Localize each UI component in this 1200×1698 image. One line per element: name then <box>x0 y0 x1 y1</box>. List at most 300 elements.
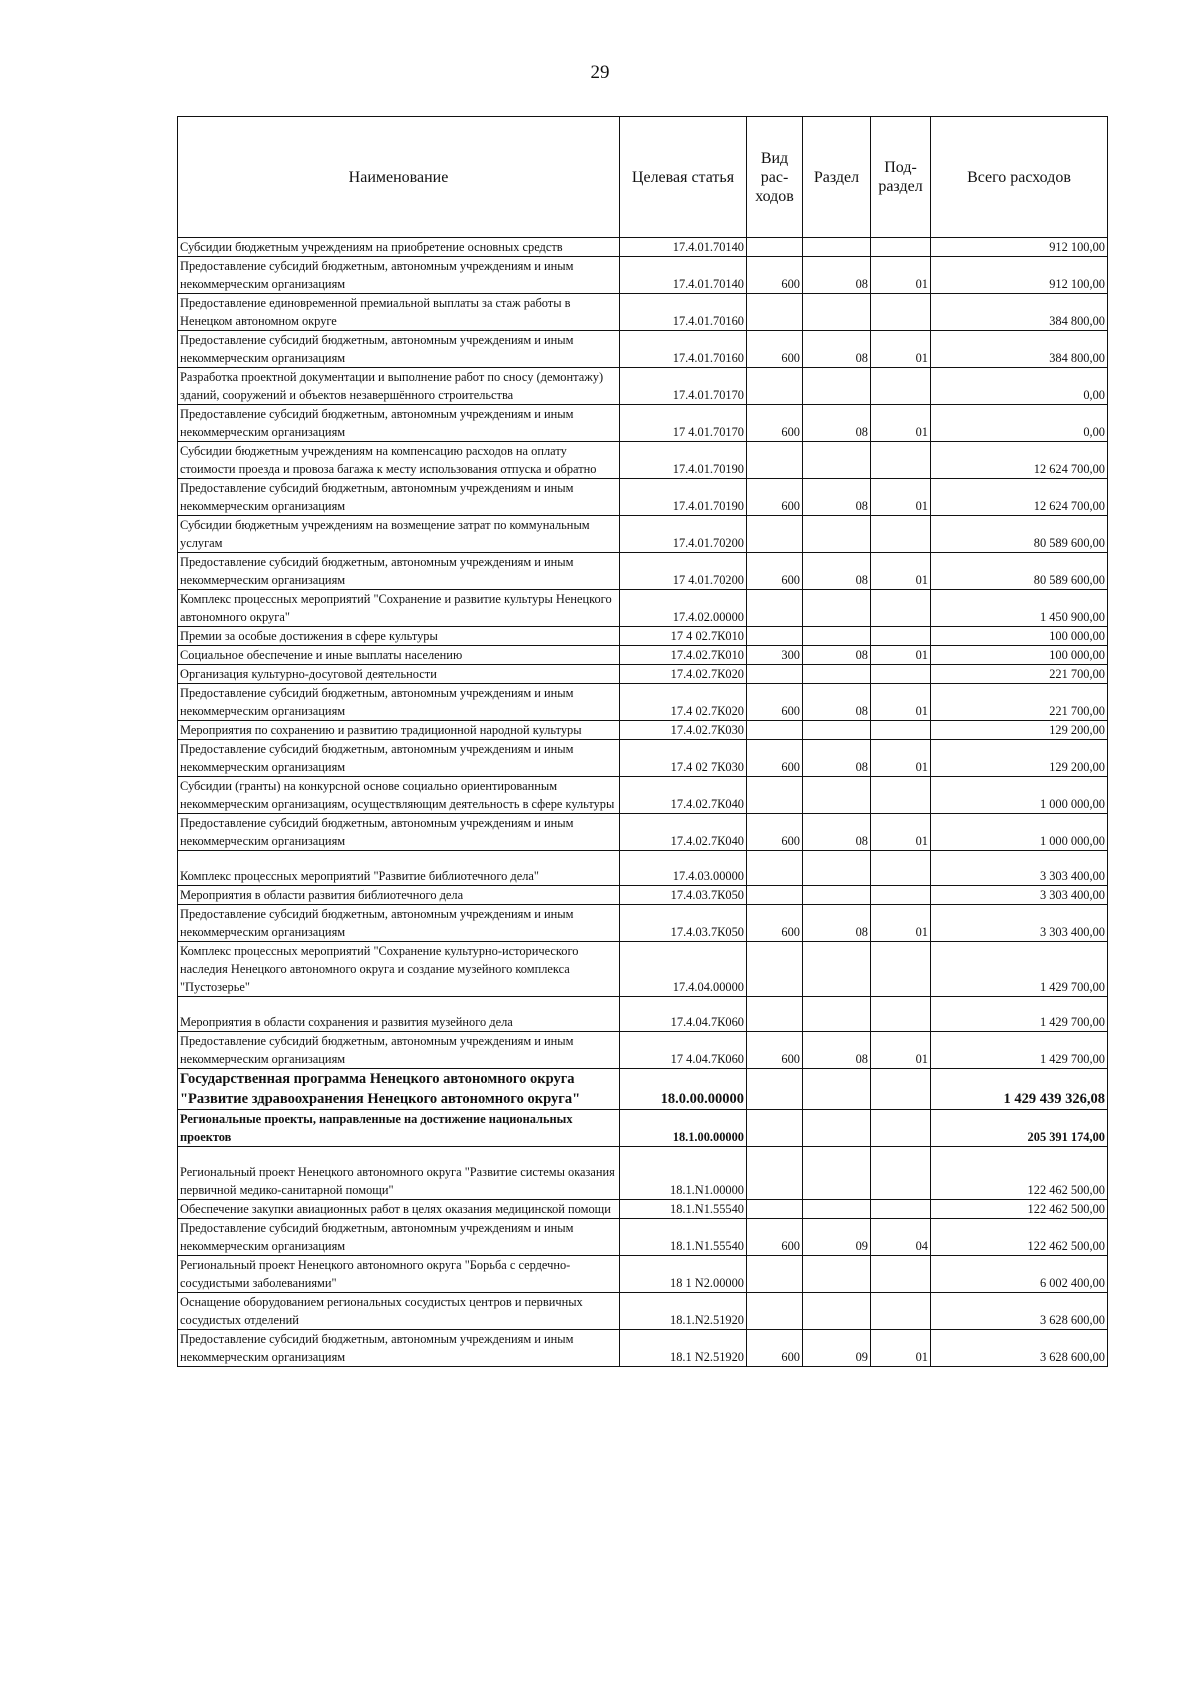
cell-target-article <box>620 257 747 294</box>
cell-section-text: 08 <box>855 425 868 439</box>
cell-section <box>803 1147 871 1200</box>
cell-expense-type <box>747 368 803 405</box>
cell-subsection <box>871 1256 931 1293</box>
cell-subsection <box>871 238 931 257</box>
cell-subsection <box>871 368 931 405</box>
cell-target-article-text: 17.4.03.00000 <box>672 869 744 883</box>
table-row <box>178 1256 1108 1293</box>
cell-total <box>931 942 1108 997</box>
cell-name-text: Субсидии бюджетным учреждениям на приобретение основных средств <box>180 240 563 254</box>
cell-subsection <box>871 1330 931 1367</box>
cell-name <box>178 1110 620 1147</box>
cell-target-article <box>620 905 747 942</box>
cell-section <box>803 851 871 886</box>
header-subsection: Под- раздел <box>871 117 931 238</box>
cell-subsection <box>871 1032 931 1069</box>
cell-expense-type-text: 600 <box>781 573 800 587</box>
cell-subsection <box>871 1293 931 1330</box>
cell-section-text: 08 <box>855 834 868 848</box>
cell-expense-type-text: 600 <box>781 425 800 439</box>
cell-total <box>931 1200 1108 1219</box>
cell-expense-type <box>747 1200 803 1219</box>
cell-name-text: Комплекс процессных мероприятий "Сохранение культурно-исторического наследия Ненецкого автономного округа и создание музейного комплекса "Пустозерье" <box>180 944 579 994</box>
header-name: Наименование <box>178 117 620 238</box>
cell-target-article-text: 18 1 N2.00000 <box>670 1276 744 1290</box>
cell-name-text: Разработка проектной документации и выполнение работ по сносу (демонтажу) зданий, сооружений и объектов незавершённого строительства <box>180 370 604 402</box>
cell-expense-type <box>747 886 803 905</box>
table-row <box>178 886 1108 905</box>
cell-expense-type <box>747 646 803 665</box>
cell-target-article-text: 17.4.02.7К030 <box>670 723 744 737</box>
cell-target-article <box>620 442 747 479</box>
cell-subsection-text: 04 <box>915 1239 928 1253</box>
cell-name-text: Предоставление единовременной премиальной выплаты за стаж работы в Ненецком автономном округе <box>180 296 571 328</box>
cell-name <box>178 1032 620 1069</box>
cell-total <box>931 1219 1108 1256</box>
cell-target-article <box>620 942 747 997</box>
table-row <box>178 1147 1108 1200</box>
cell-section <box>803 942 871 997</box>
cell-name <box>178 997 620 1032</box>
cell-target-article <box>620 1069 747 1110</box>
cell-expense-type <box>747 997 803 1032</box>
cell-target-article-text: 18.1.N1.00000 <box>670 1183 744 1197</box>
cell-section <box>803 442 871 479</box>
cell-name-text: Мероприятия в области развития библиотечного дела <box>180 888 464 902</box>
cell-name-text: Комплекс процессных мероприятий "Развитие библиотечного дела" <box>180 869 539 883</box>
cell-subsection <box>871 721 931 740</box>
header-target-article: Целевая статья <box>620 117 747 238</box>
cell-total <box>931 257 1108 294</box>
cell-total-text: 3 628 600,00 <box>1039 1350 1105 1364</box>
cell-total <box>931 851 1108 886</box>
cell-total-text: 912 100,00 <box>1049 277 1105 291</box>
cell-section <box>803 516 871 553</box>
cell-target-article-text: 17.4.01.70200 <box>672 536 744 550</box>
cell-total <box>931 405 1108 442</box>
cell-name <box>178 1293 620 1330</box>
cell-section-text: 09 <box>855 1350 868 1364</box>
cell-total-text: 122 462 500,00 <box>1027 1183 1105 1197</box>
cell-expense-type-text: 600 <box>781 834 800 848</box>
cell-total-text: 100 000,00 <box>1049 629 1105 643</box>
budget-table <box>177 116 1108 1367</box>
cell-expense-type-text: 600 <box>781 760 800 774</box>
cell-target-article <box>620 1032 747 1069</box>
cell-target-article-text: 17.4 02 7К030 <box>670 760 744 774</box>
cell-name-text: Предоставление субсидий бюджетным, автономным учреждениям и иным некоммерческим организациям <box>180 686 574 718</box>
cell-expense-type <box>747 721 803 740</box>
cell-name <box>178 368 620 405</box>
cell-total-text: 1 429 700,00 <box>1039 980 1105 994</box>
cell-name-text: Региональный проект Ненецкого автономного округа "Развитие системы оказания первичной медико-санитарной помощи" <box>180 1165 615 1197</box>
cell-expense-type-text: 600 <box>781 1350 800 1364</box>
header-total: Всего расходов <box>931 117 1108 238</box>
cell-subsection-text: 01 <box>915 760 928 774</box>
cell-total <box>931 721 1108 740</box>
cell-section <box>803 368 871 405</box>
cell-target-article <box>620 777 747 814</box>
cell-section-text: 08 <box>855 277 868 291</box>
cell-section-text: 08 <box>855 499 868 513</box>
cell-total <box>931 740 1108 777</box>
cell-name-text: Предоставление субсидий бюджетным, автономным учреждениям и иным некоммерческим организациям <box>180 1034 574 1066</box>
cell-target-article <box>620 368 747 405</box>
cell-total-text: 6 002 400,00 <box>1039 1276 1105 1290</box>
cell-section <box>803 1256 871 1293</box>
cell-subsection <box>871 684 931 721</box>
cell-section <box>803 721 871 740</box>
cell-section-text: 08 <box>855 925 868 939</box>
cell-subsection-text: 01 <box>915 351 928 365</box>
cell-subsection <box>871 777 931 814</box>
cell-expense-type-text: 600 <box>781 1239 800 1253</box>
cell-target-article <box>620 1330 747 1367</box>
cell-expense-type <box>747 442 803 479</box>
cell-subsection <box>871 405 931 442</box>
cell-total <box>931 238 1108 257</box>
cell-target-article <box>620 684 747 721</box>
table-row <box>178 405 1108 442</box>
cell-expense-type-text: 600 <box>781 499 800 513</box>
table-row <box>178 665 1108 684</box>
cell-section <box>803 627 871 646</box>
cell-name <box>178 740 620 777</box>
cell-target-article-text: 17.4.01.70140 <box>672 240 744 254</box>
cell-subsection <box>871 997 931 1032</box>
cell-target-article-text: 18.1.00.00000 <box>672 1130 744 1144</box>
cell-name <box>178 294 620 331</box>
header-expense-type: Вид рас- ходов <box>747 117 803 238</box>
cell-target-article-text: 17.4.04.7К060 <box>670 1015 744 1029</box>
cell-target-article-text: 17.4.02.7К020 <box>670 667 744 681</box>
cell-name-text: Региональный проект Ненецкого автономного округа "Борьба с сердечно-сосудистыми заболеваниями" <box>180 1258 571 1290</box>
cell-subsection <box>871 740 931 777</box>
table-header-row <box>178 117 1108 238</box>
cell-expense-type <box>747 814 803 851</box>
cell-total-text: 221 700,00 <box>1049 704 1105 718</box>
cell-target-article <box>620 1219 747 1256</box>
cell-section-text: 08 <box>855 573 868 587</box>
table-row <box>178 1069 1108 1110</box>
table-row <box>178 442 1108 479</box>
cell-target-article <box>620 331 747 368</box>
cell-name <box>178 1219 620 1256</box>
cell-target-article <box>620 997 747 1032</box>
table-row <box>178 294 1108 331</box>
cell-total-text: 80 589 600,00 <box>1033 536 1105 550</box>
cell-target-article <box>620 1293 747 1330</box>
cell-expense-type-text: 600 <box>781 351 800 365</box>
table-row <box>178 646 1108 665</box>
cell-section <box>803 997 871 1032</box>
cell-name <box>178 553 620 590</box>
cell-expense-type <box>747 331 803 368</box>
cell-target-article <box>620 721 747 740</box>
cell-subsection <box>871 294 931 331</box>
cell-target-article-text: 17.4.03.7К050 <box>670 925 744 939</box>
cell-expense-type <box>747 777 803 814</box>
cell-total-text: 1 000 000,00 <box>1039 797 1105 811</box>
cell-name <box>178 1147 620 1200</box>
cell-name <box>178 590 620 627</box>
cell-expense-type-text: 600 <box>781 277 800 291</box>
cell-expense-type <box>747 1110 803 1147</box>
cell-total-text: 122 462 500,00 <box>1027 1202 1105 1216</box>
table-row <box>178 1200 1108 1219</box>
cell-subsection-text: 01 <box>915 573 928 587</box>
cell-name <box>178 1330 620 1367</box>
cell-total <box>931 997 1108 1032</box>
cell-subsection <box>871 479 931 516</box>
cell-name <box>178 942 620 997</box>
cell-target-article-text: 17.4.04.00000 <box>672 980 744 994</box>
cell-name-text: Премии за особые достижения в сфере культуры <box>180 629 438 643</box>
cell-subsection <box>871 590 931 627</box>
cell-target-article <box>620 294 747 331</box>
cell-total <box>931 684 1108 721</box>
cell-total <box>931 1032 1108 1069</box>
cell-subsection <box>871 646 931 665</box>
cell-total-text: 1 429 700,00 <box>1039 1015 1105 1029</box>
cell-expense-type <box>747 294 803 331</box>
cell-name-text: Комплекс процессных мероприятий "Сохранение и развитие культуры Ненецкого автономного округа" <box>180 592 612 624</box>
cell-total <box>931 590 1108 627</box>
table-row <box>178 1293 1108 1330</box>
cell-target-article <box>620 238 747 257</box>
cell-expense-type <box>747 1032 803 1069</box>
cell-section-text: 08 <box>855 648 868 662</box>
cell-total <box>931 814 1108 851</box>
table-row <box>178 814 1108 851</box>
cell-name <box>178 886 620 905</box>
table-row <box>178 721 1108 740</box>
cell-subsection-text: 01 <box>915 425 928 439</box>
cell-total-text: 12 624 700,00 <box>1033 462 1105 476</box>
cell-target-article <box>620 740 747 777</box>
cell-target-article <box>620 1200 747 1219</box>
cell-target-article-text: 17.4 02.7К020 <box>670 704 744 718</box>
cell-total-text: 384 800,00 <box>1049 351 1105 365</box>
cell-target-article <box>620 516 747 553</box>
cell-expense-type-text: 300 <box>781 648 800 662</box>
table-row <box>178 997 1108 1032</box>
cell-total <box>931 442 1108 479</box>
cell-subsection <box>871 905 931 942</box>
cell-expense-type <box>747 740 803 777</box>
cell-section <box>803 814 871 851</box>
cell-total <box>931 368 1108 405</box>
table-row <box>178 684 1108 721</box>
cell-section <box>803 1069 871 1110</box>
cell-name <box>178 627 620 646</box>
cell-name <box>178 516 620 553</box>
table-row <box>178 1032 1108 1069</box>
cell-subsection-text: 01 <box>915 1350 928 1364</box>
cell-subsection-text: 01 <box>915 277 928 291</box>
cell-total-text: 100 000,00 <box>1049 648 1105 662</box>
table-row <box>178 331 1108 368</box>
cell-subsection <box>871 851 931 886</box>
cell-name-text: Субсидии (гранты) на конкурсной основе социально ориентированным некоммерческим организациям, осуществляющим деятельность в сфере культуры <box>180 779 615 811</box>
cell-name <box>178 665 620 684</box>
cell-expense-type <box>747 1330 803 1367</box>
cell-section <box>803 1032 871 1069</box>
cell-total <box>931 627 1108 646</box>
cell-name-text: Предоставление субсидий бюджетным, автономным учреждениям и иным некоммерческим организациям <box>180 1221 574 1253</box>
cell-total <box>931 1293 1108 1330</box>
cell-section <box>803 1293 871 1330</box>
cell-total-text: 1 450 900,00 <box>1039 610 1105 624</box>
cell-target-article <box>620 851 747 886</box>
cell-name-text: Организация культурно-досуговой деятельности <box>180 667 437 681</box>
cell-target-article-text: 18.1.N1.55540 <box>670 1202 744 1216</box>
cell-section <box>803 886 871 905</box>
cell-section <box>803 646 871 665</box>
cell-name <box>178 646 620 665</box>
cell-name <box>178 1200 620 1219</box>
cell-expense-type <box>747 553 803 590</box>
cell-name-text: Региональные проекты, направленные на достижение национальных проектов <box>180 1112 573 1144</box>
page-number: 29 <box>590 62 610 83</box>
cell-name-text: Оснащение оборудованием региональных сосудистых центров и первичных сосудистых отделений <box>180 1295 583 1327</box>
cell-subsection <box>871 442 931 479</box>
table-row <box>178 257 1108 294</box>
cell-total-text: 0,00 <box>1083 425 1105 439</box>
cell-name-text: Предоставление субсидий бюджетным, автономным учреждениям и иным некоммерческим организациям <box>180 1332 574 1364</box>
cell-target-article <box>620 479 747 516</box>
cell-subsection <box>871 814 931 851</box>
cell-total <box>931 331 1108 368</box>
table-row <box>178 777 1108 814</box>
cell-name <box>178 721 620 740</box>
cell-total-text: 384 800,00 <box>1049 314 1105 328</box>
cell-total <box>931 886 1108 905</box>
cell-name-text: Предоставление субсидий бюджетным, автономным учреждениям и иным некоммерческим организациям <box>180 333 574 365</box>
cell-subsection <box>871 1069 931 1110</box>
cell-subsection <box>871 1219 931 1256</box>
cell-section <box>803 777 871 814</box>
cell-total-text: 0,00 <box>1083 388 1105 402</box>
cell-expense-type <box>747 1293 803 1330</box>
cell-section <box>803 479 871 516</box>
cell-total-text: 205 391 174,00 <box>1027 1130 1105 1144</box>
cell-subsection <box>871 886 931 905</box>
table-row <box>178 516 1108 553</box>
cell-target-article-text: 18.1.N1.55540 <box>670 1239 744 1253</box>
cell-total-text: 1 429 439 326,08 <box>1003 1091 1105 1107</box>
cell-total-text: 3 303 400,00 <box>1039 925 1105 939</box>
cell-section <box>803 1110 871 1147</box>
cell-name-text: Обеспечение закупки авиационных работ в целях оказания медицинской помощи <box>180 1202 611 1216</box>
cell-expense-type <box>747 1256 803 1293</box>
cell-expense-type <box>747 238 803 257</box>
header-section: Раздел <box>803 117 871 238</box>
cell-expense-type <box>747 1147 803 1200</box>
cell-subsection <box>871 331 931 368</box>
cell-subsection <box>871 1110 931 1147</box>
cell-target-article-text: 17.4.01.70160 <box>672 351 744 365</box>
cell-target-article-text: 17.4.02.7К040 <box>670 797 744 811</box>
cell-name <box>178 238 620 257</box>
cell-name <box>178 479 620 516</box>
cell-expense-type <box>747 851 803 886</box>
cell-total-text: 129 200,00 <box>1049 760 1105 774</box>
cell-expense-type-text: 600 <box>781 704 800 718</box>
cell-name <box>178 684 620 721</box>
table-row <box>178 553 1108 590</box>
cell-name-text: Предоставление субсидий бюджетным, автономным учреждениям и иным некоммерческим организациям <box>180 259 574 291</box>
cell-subsection <box>871 553 931 590</box>
cell-target-article-text: 18.1 N2.51920 <box>670 1350 744 1364</box>
cell-name <box>178 1256 620 1293</box>
cell-section <box>803 553 871 590</box>
cell-target-article-text: 17.4.01.70160 <box>672 314 744 328</box>
cell-target-article-text: 17.4.01.70140 <box>672 277 744 291</box>
cell-name-text: Предоставление субсидий бюджетным, автономным учреждениям и иным некоммерческим организациям <box>180 555 574 587</box>
cell-name <box>178 1069 620 1110</box>
cell-section-text: 09 <box>855 1239 868 1253</box>
cell-section <box>803 740 871 777</box>
cell-name-text: Мероприятия в области сохранения и развития музейного дела <box>180 1015 513 1029</box>
cell-subsection <box>871 516 931 553</box>
cell-target-article <box>620 590 747 627</box>
cell-section-text: 08 <box>855 704 868 718</box>
cell-target-article-text: 17 4.01.70200 <box>672 573 744 587</box>
cell-subsection-text: 01 <box>915 499 928 513</box>
cell-target-article-text: 17.4.03.7К050 <box>670 888 744 902</box>
cell-target-article-text: 17 4.01.70170 <box>672 425 744 439</box>
cell-total-text: 912 100,00 <box>1049 240 1105 254</box>
cell-name-text: Предоставление субсидий бюджетным, автономным учреждениям и иным некоммерческим организациям <box>180 742 574 774</box>
cell-section <box>803 665 871 684</box>
cell-name-text: Предоставление субсидий бюджетным, автономным учреждениям и иным некоммерческим организациям <box>180 907 574 939</box>
cell-subsection <box>871 1147 931 1200</box>
cell-total <box>931 516 1108 553</box>
cell-target-article <box>620 553 747 590</box>
cell-total-text: 1 000 000,00 <box>1039 834 1105 848</box>
cell-total <box>931 905 1108 942</box>
cell-subsection <box>871 257 931 294</box>
cell-target-article-text: 18.0.00.00000 <box>660 1091 744 1107</box>
table-row <box>178 942 1108 997</box>
table-row <box>178 627 1108 646</box>
cell-section-text: 08 <box>855 1052 868 1066</box>
cell-total <box>931 1147 1108 1200</box>
cell-expense-type <box>747 1069 803 1110</box>
table-row <box>178 479 1108 516</box>
cell-total <box>931 646 1108 665</box>
cell-target-article-text: 17.4.02.7К040 <box>670 834 744 848</box>
cell-target-article <box>620 1110 747 1147</box>
cell-name <box>178 405 620 442</box>
cell-total <box>931 777 1108 814</box>
cell-target-article <box>620 646 747 665</box>
cell-name-text: Социальное обеспечение и иные выплаты населению <box>180 648 463 662</box>
cell-total <box>931 479 1108 516</box>
cell-subsection-text: 01 <box>915 704 928 718</box>
table-row <box>178 740 1108 777</box>
cell-expense-type <box>747 590 803 627</box>
cell-target-article-text: 17.4.01.70170 <box>672 388 744 402</box>
cell-name-text: Мероприятия по сохранению и развитию традиционной народной культуры <box>180 723 582 737</box>
cell-total <box>931 665 1108 684</box>
cell-total-text: 12 624 700,00 <box>1033 499 1105 513</box>
cell-section <box>803 1330 871 1367</box>
cell-subsection-text: 01 <box>915 834 928 848</box>
cell-expense-type <box>747 1219 803 1256</box>
cell-target-article-text: 17.4.02.00000 <box>672 610 744 624</box>
